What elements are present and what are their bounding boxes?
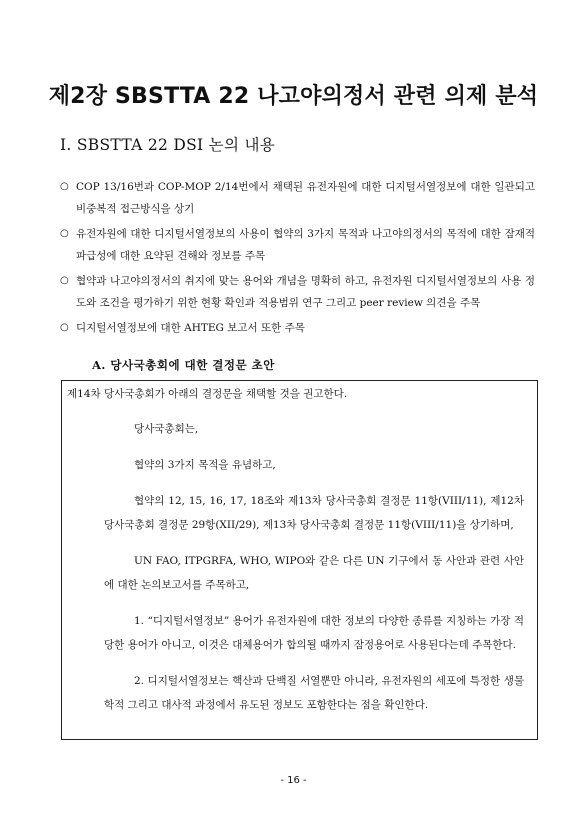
bullet-item [60, 223, 535, 267]
sub-heading: A. 당사국총회에 대한 결정문 초안 [92, 358, 275, 372]
paragraph-text: 협약의 3가지 목적을 유념하고, [134, 459, 276, 471]
bullet-text: 협약과 나고야의정서의 취지에 맞는 용어와 개념을 명확히 하고, 유전자원 디지털서열정보의 사용 정도와 조건을 평가하기 위한 현황 확인과 적용범위 연구 그리고 peer review 의견을 주목 [76, 275, 535, 309]
bullet-text: 유전자원에 대한 디지털서열정보의 사용이 협약의 3가지 목적과 나고야의정서의 목적에 대한 잠재적 파급성에 대한 요약된 견해와 정보를 주목 [76, 228, 535, 262]
chapter-title: 제2장 SBSTTA 22 나고야의정서 관련 의제 분석 [48, 84, 539, 109]
box-paragraph [104, 669, 524, 717]
bullet-item [60, 176, 535, 220]
box-intro-text: 제14차 당사국총회가 아래의 결정문을 채택할 것을 권고한다. [67, 388, 348, 400]
paragraph-text: 협약의 12, 15, 16, 17, 18조와 제13차 당사국총회 결정문 11항(VIII/11), 제12차 당사국총회 결정문 29항(XII/29), 제13차 당사국총회 결정문 11항(VIII/11)을 상기하며, [104, 495, 524, 531]
paragraph-text: UN FAO, ITPGRFA, WHO, WIPO와 같은 다른 UN 기구에서 동 사안과 관련 사안에 대한 논의보고서를 주목하고, [104, 555, 524, 591]
box-paragraph [104, 609, 524, 657]
circle-bullet-icon: ○ [60, 322, 69, 333]
paragraph-text: 당사국총회는, [134, 423, 199, 435]
section-heading: I. SBSTTA 22 DSI 논의 내용 [60, 136, 276, 154]
box-paragraph [104, 453, 524, 477]
paragraph-text: 1. “디지털서열정보” 용어가 유전자원에 대한 정보의 다양한 종류를 지칭하는 가장 적당한 용어가 아니고, 이것은 대체용어가 합의될 때까지 잠정용어로 사용된다는데 주목한다. [104, 615, 524, 651]
bullet-item [60, 270, 535, 314]
circle-bullet-icon: ○ [60, 181, 69, 192]
bullet-item [60, 317, 535, 339]
box-paragraph [104, 417, 524, 441]
box-paragraph [104, 489, 524, 537]
box-paragraph [104, 549, 524, 597]
bullet-text: 디지털서열정보에 대한 AHTEG 보고서 또한 주목 [76, 322, 305, 334]
circle-bullet-icon: ○ [60, 228, 69, 239]
box-body [104, 417, 524, 729]
page-number: - 16 - [280, 775, 307, 786]
bullet-text: COP 13/16번과 COP-MOP 2/14번에서 채택된 유전자원에 대한 디지털서열정보에 대한 일관되고 비중복적 접근방식을 상기 [76, 181, 535, 215]
paragraph-text: 2. 디지털서열정보는 핵산과 단백질 서열뿐만 아니라, 유전자원의 세포에 특정한 생물학적 그리고 대사적 과정에서 유도된 정보도 포함한다는 점을 확인한다. [104, 675, 524, 711]
circle-bullet-icon: ○ [60, 275, 69, 286]
bullet-list [60, 176, 535, 342]
draft-decision-box [61, 380, 538, 740]
